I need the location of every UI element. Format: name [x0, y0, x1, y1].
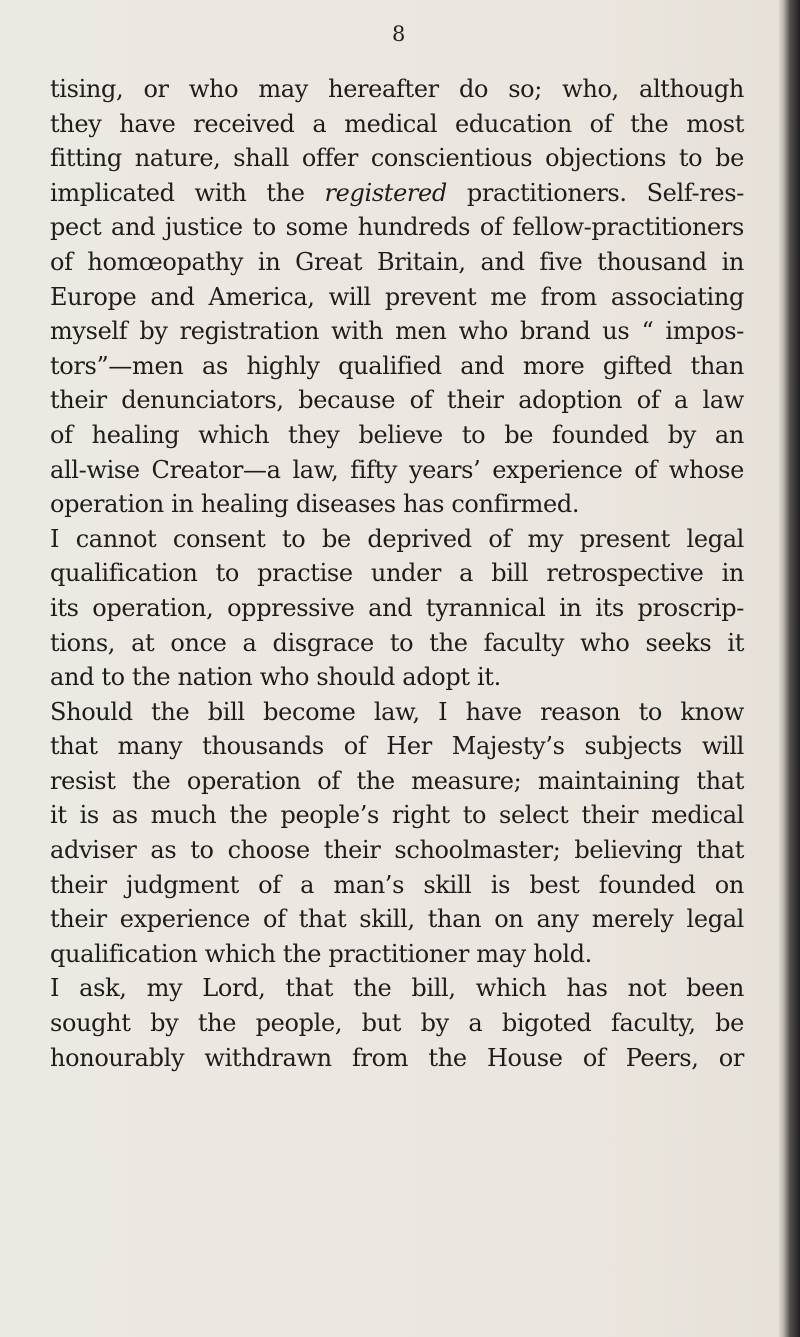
text-line: pect and justice to some hundreds of fellow-practitioners [50, 213, 744, 242]
text-line: sought by the people, but by a bigoted faculty, be [50, 1009, 744, 1038]
text-line: tions, at once a disgrace to the faculty who seeks it [50, 628, 744, 657]
text-line: myself by registration with men who brand us “ impos- [50, 317, 744, 346]
text-line: their denunciators, because of their adoption of a law [50, 386, 744, 415]
text-line-with-italic [50, 176, 744, 211]
text-line: tising, or who may hereafter do so; who, although [50, 75, 744, 103]
text-line: tors”—men as highly qualified and more gifted than [50, 351, 744, 380]
text-line: they have received a medical education of the most [50, 109, 744, 138]
text-line: adviser as to choose their schoolmaster; believing that [50, 836, 744, 865]
text-line: Should the bill become law, I have reason to know [50, 697, 744, 726]
text-line: that many thousands of Her Majesty’s subjects will [50, 732, 744, 761]
text-line: qualification which the practitioner may hold. [50, 939, 592, 968]
text-line: its operation, oppressive and tyrannical in its proscrip- [50, 593, 744, 622]
text-line: qualification to practise under a bill retrospective in [50, 559, 744, 588]
text-line: operation in healing diseases has confirmed. [50, 490, 580, 519]
text-line: and to the nation who should adopt it. [50, 663, 501, 692]
text-line-prefix: implicated with the [50, 178, 325, 207]
text-line: their experience of that skill, than on any merely legal [50, 905, 744, 934]
text-line: their judgment of a man’s skill is best founded on [50, 870, 744, 899]
text-line: fitting nature, shall offer conscientious objections to be [50, 144, 744, 173]
page-number: 8 [392, 22, 406, 46]
text-line: of healing which they believe to be founded by an [50, 420, 744, 449]
text-line: of homœopathy in Great Britain, and five thousand in [50, 247, 744, 276]
page-edge-shadow [778, 0, 800, 1337]
text-line: I ask, my Lord, that the bill, which has not been [50, 974, 744, 1003]
text-line: honourably withdrawn from the House of Peers, or [50, 1043, 744, 1072]
text-line: resist the operation of the measure; maintaining that [50, 766, 744, 795]
body-text [50, 72, 744, 1075]
italic-word: registered [324, 178, 447, 207]
text-line: it is as much the people’s right to select their medical [50, 801, 744, 830]
text-line: all-wise Creator—a law, fifty years’ experience of whose [50, 455, 744, 484]
text-line-suffix: practitioners. Self-res- [446, 178, 744, 207]
text-line: I cannot consent to be deprived of my present legal [50, 524, 744, 553]
text-line: Europe and America, will prevent me from associating [50, 282, 744, 311]
